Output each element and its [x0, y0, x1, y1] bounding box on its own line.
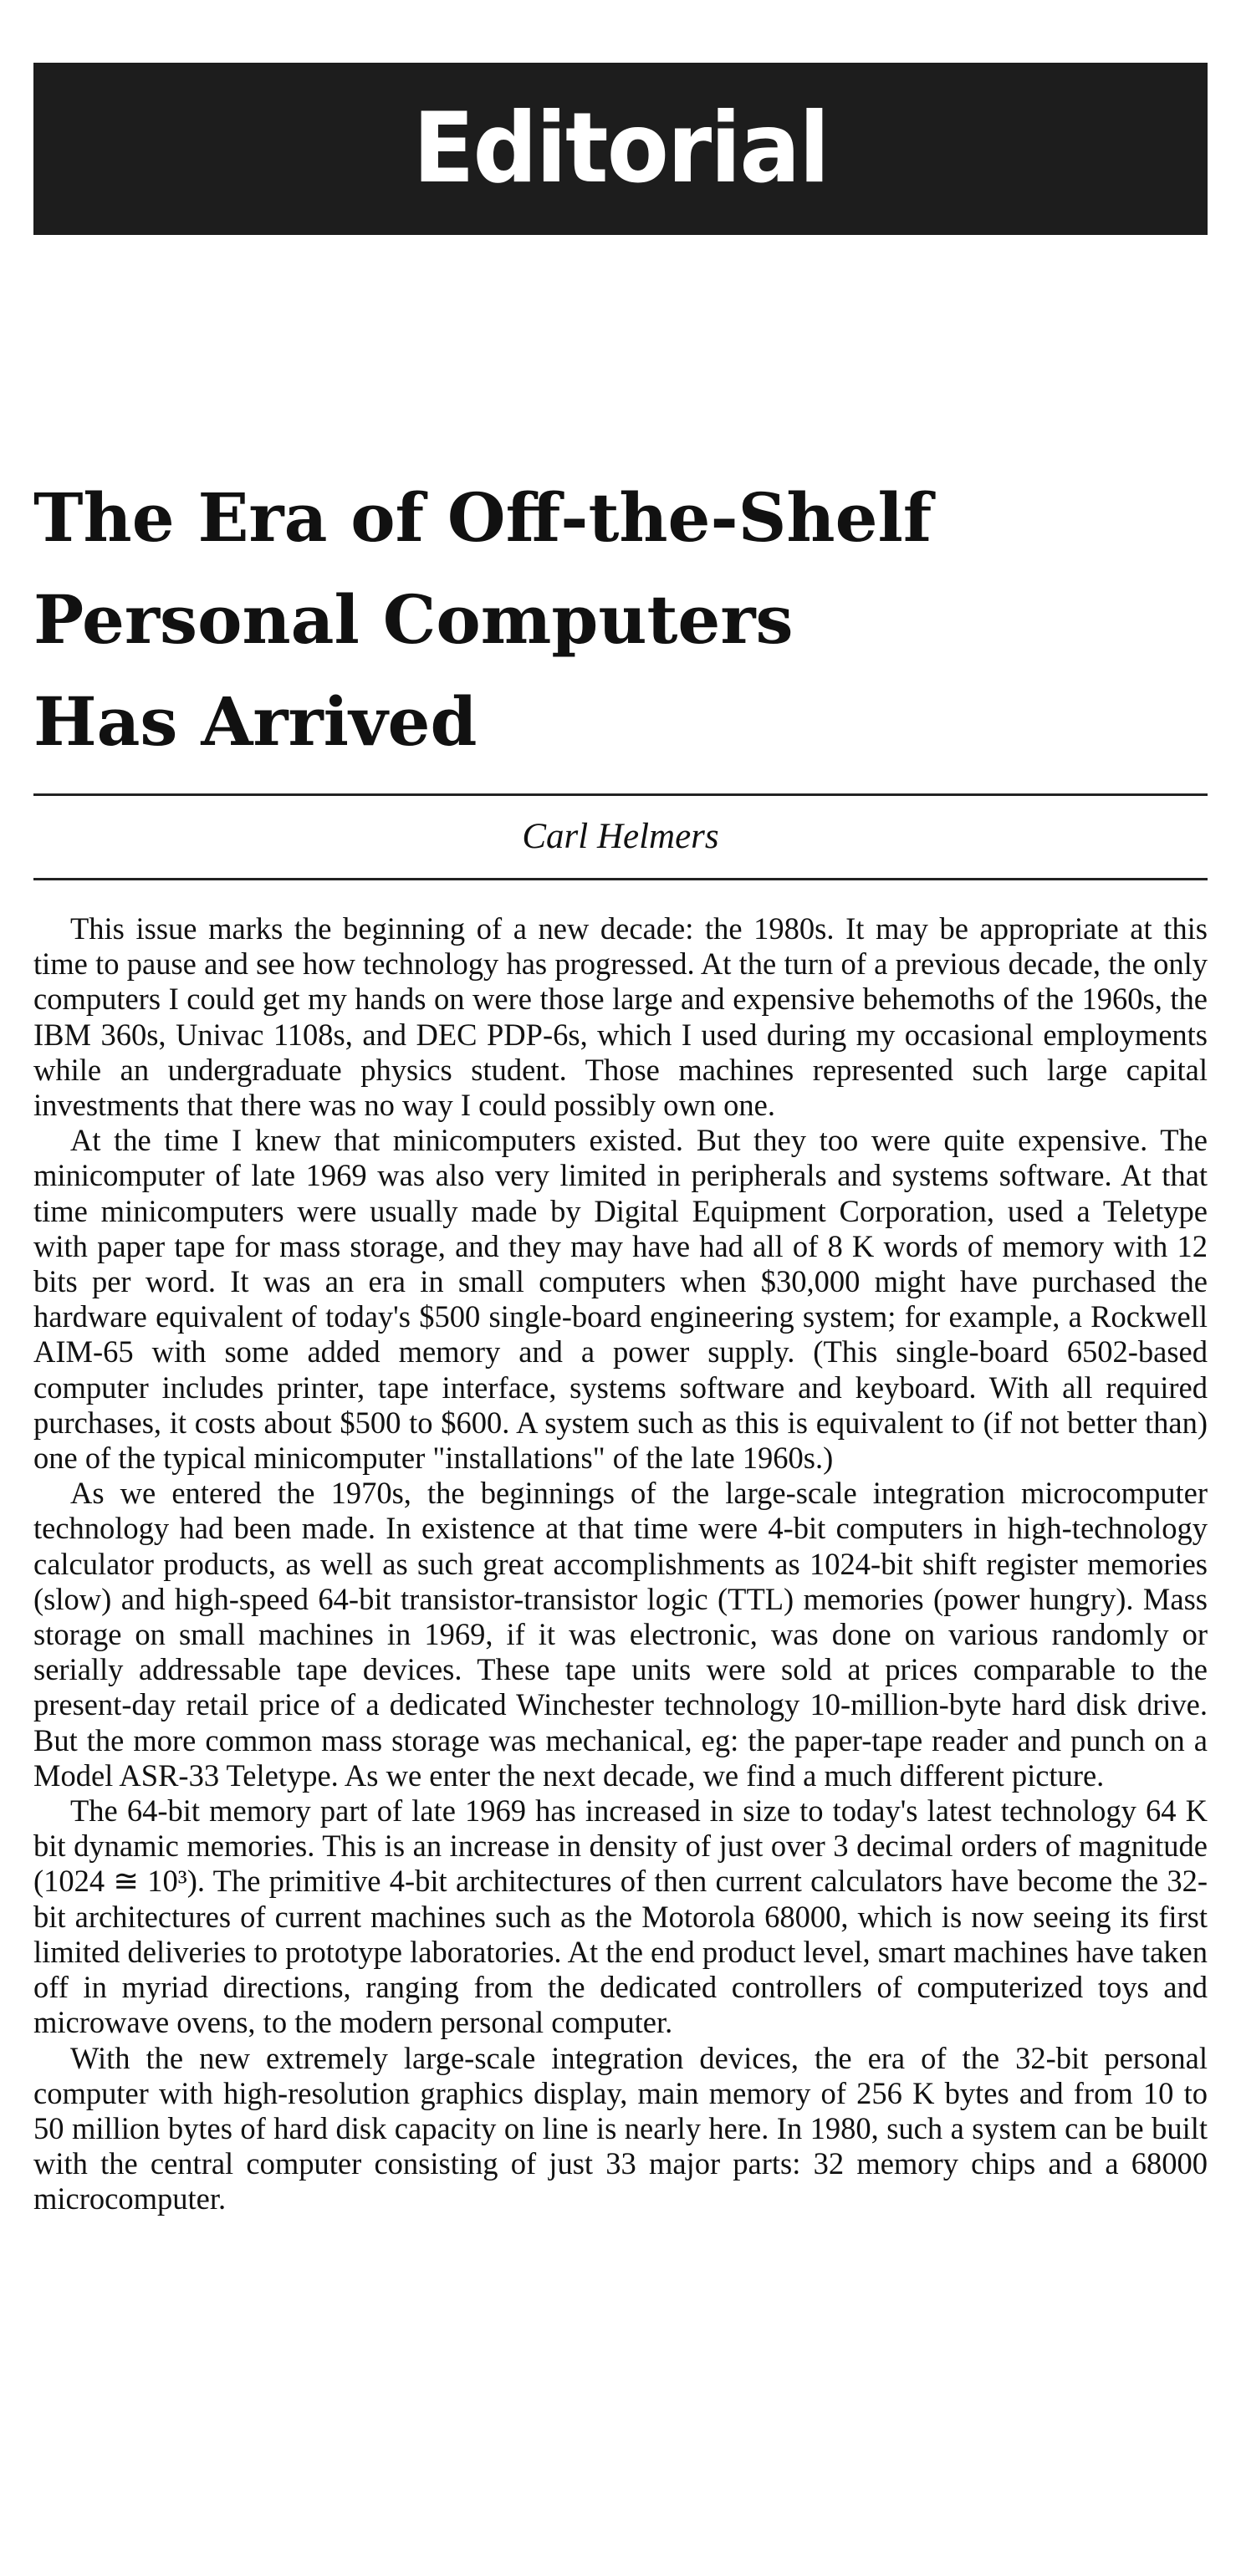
body-paragraph: As we entered the 1970s, the beginnings of the large-scale integration microcomputer technology had been made. In existence at that time were 4-bit computers in high-technology calculator products, as well as such great accomplishments as 1024-bit shift register memories (slow) and high-speed 64-bit transistor-transistor logic (TTL) memories (power hungry). Mass storage on small machines in 1969, if it was electronic, was done on various randomly or serially addressable tape devices. These tape units were sold at prices comparable to the present-day retail price of a dedicated Winchester technology 10-million-byte hard disk drive. But the more common mass storage was mechanical, eg: the paper-tape reader and punch on a Model ASR-33 Teletype. As we enter the next decade, we find a much different picture.	[33, 1476, 1208, 1793]
body-paragraph: With the new extremely large-scale integration devices, the era of the 32-bit personal computer with high-resolution graphics display, main memory of 256 K bytes and from 10 to 50 million bytes of hard disk capacity on line is nearly here. In 1980, such a system can be built with the central computer consisting of just 33 major parts: 32 memory chips and a 68000 microcomputer.	[33, 2040, 1208, 2216]
body-paragraph: The 64-bit memory part of late 1969 has increased in size to today's latest technology 64 K bit dynamic memories. This is an increase in density of just over 3 decimal orders of magnitude (1024 ≅ 10³). The primitive 4-bit architectures of then current calculators have become the 32-bit architectures of current machines such as the Motorola 68000, which is now seeing its first limited deliveries to prototype laboratories. At the end product level, smart machines have taken off in myriad directions, ranging from the dedicated controllers of computerized toys and microwave ovens, to the modern personal computer.	[33, 1793, 1208, 2040]
article-body	[33, 911, 1208, 2217]
section-banner-label: Editorial	[412, 92, 829, 205]
article-title	[33, 467, 1208, 773]
article-title-line: Has Arrived	[33, 682, 478, 761]
body-paragraph: At the time I knew that minicomputers existed. But they too were quite expensive. The minicomputer of late 1969 was also very limited in peripherals and systems software. At that time minicomputers were usually made by Digital Equipment Corporation, used a Teletype with paper tape for mass storage, and they may have had all of 8 K words of memory with 12 bits per word. It was an era in small computers when $30,000 might have purchased the hardware equivalent of today's $500 single-board engineering system; for example, a Rockwell AIM-65 with some added memory and a power supply. (This single-board 6502-based computer includes printer, tape interface, systems software and keyboard. With all required purchases, it costs about $500 to $600. A system such as this is equivalent to (if not better than) one of the typical minicomputer "installations" of the late 1960s.)	[33, 1123, 1208, 1476]
body-paragraph: This issue marks the beginning of a new decade: the 1980s. It may be appropriate at this time to pause and see how technology has progressed. At the turn of a previous decade, the only computers I could get my hands on were those large and expensive behemoths of the 1960s, the IBM 360s, Univac 1108s, and DEC PDP-6s, which I used during my occasional employments while an undergraduate physics student. Those machines represented such large capital investments that there was no way I could possibly own one.	[33, 911, 1208, 1123]
article-byline: Carl Helmers	[522, 817, 719, 856]
byline-bottom-divider	[33, 878, 1208, 880]
article-title-line: The Era of Off-the-Shelf	[33, 478, 932, 557]
section-banner	[33, 63, 1208, 235]
article-title-line: Personal Computers	[33, 580, 794, 659]
editorial-page	[33, 63, 1208, 2217]
